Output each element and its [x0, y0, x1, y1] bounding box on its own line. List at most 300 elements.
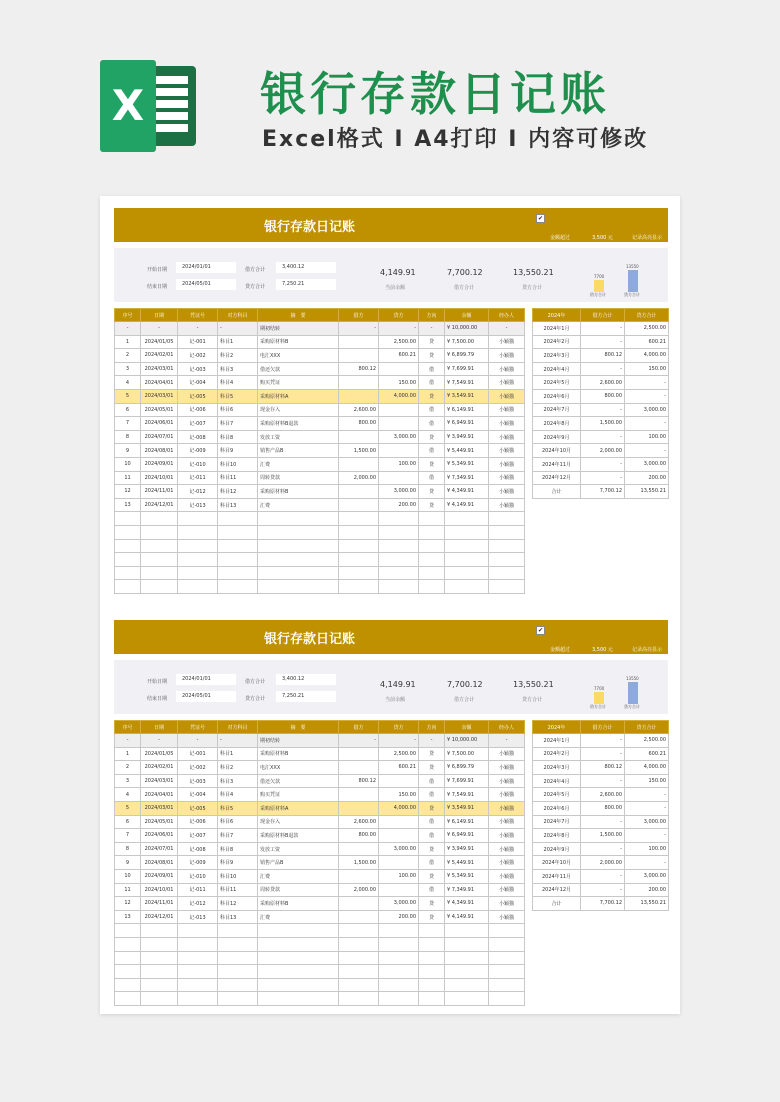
- empty-cell[interactable]: [419, 965, 445, 979]
- table-cell[interactable]: 借: [419, 403, 445, 417]
- table-cell[interactable]: 科目3: [218, 774, 258, 788]
- table-cell[interactable]: 2024/08/01: [141, 444, 178, 458]
- table-cell[interactable]: 借: [419, 444, 445, 458]
- table-cell[interactable]: [339, 430, 379, 444]
- empty-cell[interactable]: [489, 580, 525, 594]
- table-cell[interactable]: 科目5: [218, 801, 258, 815]
- table-row[interactable]: [115, 471, 525, 485]
- table-cell[interactable]: 贷: [419, 801, 445, 815]
- table-cell[interactable]: 贷: [419, 335, 445, 349]
- empty-cell[interactable]: [489, 525, 525, 539]
- table-row[interactable]: [115, 498, 525, 512]
- table-cell[interactable]: 现金存入: [258, 403, 339, 417]
- table-cell[interactable]: 2: [115, 349, 141, 363]
- empty-cell[interactable]: [489, 965, 525, 979]
- table-cell[interactable]: 1: [115, 335, 141, 349]
- table-cell[interactable]: 2024/10/01: [141, 471, 178, 485]
- empty-cell[interactable]: [445, 965, 489, 979]
- empty-cell[interactable]: [218, 978, 258, 992]
- table-cell[interactable]: 贷: [419, 485, 445, 499]
- empty-cell[interactable]: [141, 553, 178, 567]
- table-cell[interactable]: 记-011: [178, 471, 218, 485]
- empty-cell[interactable]: [489, 924, 525, 938]
- table-cell[interactable]: [379, 403, 419, 417]
- empty-cell[interactable]: [115, 525, 141, 539]
- table-cell[interactable]: [379, 471, 419, 485]
- table-cell[interactable]: 记-005: [178, 389, 218, 403]
- table-cell[interactable]: 小颖猫: [489, 471, 525, 485]
- table-cell[interactable]: 小颖猫: [489, 856, 525, 870]
- table-cell[interactable]: 贷: [419, 389, 445, 403]
- table-cell[interactable]: 期初结转: [258, 734, 339, 748]
- table-cell[interactable]: 记-003: [178, 362, 218, 376]
- table-cell[interactable]: 科目11: [218, 471, 258, 485]
- table-cell[interactable]: 科目10: [218, 457, 258, 471]
- table-cell[interactable]: 小颖猫: [489, 788, 525, 802]
- table-cell[interactable]: [339, 498, 379, 512]
- table-cell[interactable]: 借还欠款: [258, 774, 339, 788]
- table-cell[interactable]: 2024/11/01: [141, 897, 178, 911]
- table-cell[interactable]: 科目12: [218, 485, 258, 499]
- table-cell[interactable]: ¥ 7,549.91: [445, 376, 489, 390]
- empty-cell[interactable]: [218, 566, 258, 580]
- table-cell[interactable]: -: [339, 734, 379, 748]
- table-cell[interactable]: 记-008: [178, 842, 218, 856]
- empty-cell[interactable]: [379, 992, 419, 1006]
- empty-cell[interactable]: [419, 992, 445, 1006]
- table-cell[interactable]: 贷: [419, 747, 445, 761]
- table-cell[interactable]: 记-012: [178, 897, 218, 911]
- empty-cell[interactable]: [141, 951, 178, 965]
- threshold-value[interactable]: 3,500 元: [592, 235, 613, 241]
- table-cell[interactable]: 汇费: [258, 869, 339, 883]
- empty-cell[interactable]: [178, 992, 218, 1006]
- empty-row[interactable]: [115, 965, 525, 979]
- empty-cell[interactable]: [419, 951, 445, 965]
- table-cell[interactable]: 记-013: [178, 498, 218, 512]
- table-cell[interactable]: 小颖猫: [489, 897, 525, 911]
- table-row[interactable]: [115, 788, 525, 802]
- table-cell[interactable]: 采购原材料B: [258, 485, 339, 499]
- empty-cell[interactable]: [141, 525, 178, 539]
- table-cell[interactable]: 2024/03/01: [141, 389, 178, 403]
- empty-cell[interactable]: [258, 512, 339, 526]
- table-row[interactable]: [115, 747, 525, 761]
- table-cell[interactable]: 汇费: [258, 498, 339, 512]
- empty-cell[interactable]: [141, 580, 178, 594]
- table-cell[interactable]: [339, 788, 379, 802]
- table-cell[interactable]: 12: [115, 485, 141, 499]
- table-cell[interactable]: 贷: [419, 349, 445, 363]
- empty-cell[interactable]: [445, 580, 489, 594]
- empty-cell[interactable]: [258, 553, 339, 567]
- table-cell[interactable]: 科目7: [218, 417, 258, 431]
- table-cell[interactable]: 小颖猫: [489, 883, 525, 897]
- table-cell[interactable]: [339, 869, 379, 883]
- table-row[interactable]: [115, 883, 525, 897]
- empty-row[interactable]: [115, 580, 525, 594]
- empty-cell[interactable]: [339, 965, 379, 979]
- table-row[interactable]: [115, 910, 525, 924]
- table-cell[interactable]: 小颖猫: [489, 349, 525, 363]
- table-cell[interactable]: 科目6: [218, 815, 258, 829]
- table-cell[interactable]: 7: [115, 417, 141, 431]
- table-cell[interactable]: [379, 815, 419, 829]
- table-cell[interactable]: [379, 444, 419, 458]
- empty-cell[interactable]: [218, 965, 258, 979]
- table-cell[interactable]: 周转贷款: [258, 883, 339, 897]
- empty-cell[interactable]: [379, 512, 419, 526]
- table-cell[interactable]: ¥ 7,699.91: [445, 362, 489, 376]
- table-row[interactable]: [115, 734, 525, 748]
- table-cell[interactable]: 600.21: [379, 761, 419, 775]
- table-cell[interactable]: -: [178, 322, 218, 336]
- table-cell[interactable]: 借: [419, 829, 445, 843]
- empty-cell[interactable]: [379, 525, 419, 539]
- empty-cell[interactable]: [115, 965, 141, 979]
- table-cell[interactable]: 小颖猫: [489, 335, 525, 349]
- table-cell[interactable]: 3,000.00: [379, 897, 419, 911]
- table-cell[interactable]: 科目7: [218, 829, 258, 843]
- empty-cell[interactable]: [379, 566, 419, 580]
- table-cell[interactable]: 6: [115, 403, 141, 417]
- table-cell[interactable]: 150.00: [379, 376, 419, 390]
- table-cell[interactable]: 小颖猫: [489, 362, 525, 376]
- table-cell[interactable]: 1,500.00: [339, 444, 379, 458]
- table-cell[interactable]: 2024/09/01: [141, 869, 178, 883]
- empty-cell[interactable]: [141, 539, 178, 553]
- empty-cell[interactable]: [178, 951, 218, 965]
- table-cell[interactable]: 3: [115, 774, 141, 788]
- table-cell[interactable]: 科目2: [218, 349, 258, 363]
- table-cell[interactable]: 记-011: [178, 883, 218, 897]
- table-row[interactable]: [115, 457, 525, 471]
- empty-cell[interactable]: [339, 992, 379, 1006]
- table-cell[interactable]: 8: [115, 430, 141, 444]
- table-cell[interactable]: 11: [115, 883, 141, 897]
- table-cell[interactable]: ¥ 7,549.91: [445, 788, 489, 802]
- table-cell[interactable]: 发放工资: [258, 842, 339, 856]
- empty-cell[interactable]: [339, 580, 379, 594]
- table-cell[interactable]: [339, 842, 379, 856]
- empty-cell[interactable]: [218, 539, 258, 553]
- table-cell[interactable]: 2024/02/01: [141, 761, 178, 775]
- table-row[interactable]: [115, 829, 525, 843]
- table-cell[interactable]: 小颖猫: [489, 910, 525, 924]
- table-cell[interactable]: 记-007: [178, 417, 218, 431]
- table-cell[interactable]: [339, 747, 379, 761]
- empty-row[interactable]: [115, 539, 525, 553]
- end-date-field[interactable]: 2024/05/01: [176, 691, 236, 702]
- table-cell[interactable]: [339, 349, 379, 363]
- table-cell[interactable]: 4: [115, 788, 141, 802]
- table-cell[interactable]: 2,600.00: [339, 403, 379, 417]
- table-row[interactable]: [115, 869, 525, 883]
- empty-cell[interactable]: [445, 525, 489, 539]
- empty-cell[interactable]: [258, 566, 339, 580]
- table-cell[interactable]: ¥ 5,449.91: [445, 444, 489, 458]
- empty-cell[interactable]: [445, 924, 489, 938]
- table-cell[interactable]: 贷: [419, 897, 445, 911]
- empty-cell[interactable]: [445, 951, 489, 965]
- table-row[interactable]: [115, 362, 525, 376]
- empty-cell[interactable]: [218, 525, 258, 539]
- table-cell[interactable]: [339, 389, 379, 403]
- table-cell[interactable]: 13: [115, 910, 141, 924]
- table-cell[interactable]: ¥ 7,500.00: [445, 335, 489, 349]
- table-cell[interactable]: 采购原材料B退款: [258, 417, 339, 431]
- table-row[interactable]: [115, 444, 525, 458]
- table-cell[interactable]: ¥ 10,000.00: [445, 734, 489, 748]
- empty-cell[interactable]: [178, 580, 218, 594]
- table-cell[interactable]: 期初结转: [258, 322, 339, 336]
- table-cell[interactable]: 小颖猫: [489, 801, 525, 815]
- table-cell[interactable]: 记-005: [178, 801, 218, 815]
- table-cell[interactable]: 2024/06/01: [141, 417, 178, 431]
- table-cell[interactable]: 小颖猫: [489, 376, 525, 390]
- table-row[interactable]: [115, 430, 525, 444]
- empty-cell[interactable]: [258, 580, 339, 594]
- table-cell[interactable]: 小颖猫: [489, 417, 525, 431]
- table-cell[interactable]: 科目12: [218, 897, 258, 911]
- empty-cell[interactable]: [419, 512, 445, 526]
- empty-row[interactable]: [115, 937, 525, 951]
- empty-cell[interactable]: [258, 978, 339, 992]
- table-cell[interactable]: 科目1: [218, 335, 258, 349]
- empty-cell[interactable]: [115, 992, 141, 1006]
- table-cell[interactable]: -: [489, 734, 525, 748]
- table-row[interactable]: [115, 349, 525, 363]
- empty-cell[interactable]: [218, 512, 258, 526]
- table-cell[interactable]: 记-001: [178, 335, 218, 349]
- empty-cell[interactable]: [489, 566, 525, 580]
- empty-cell[interactable]: [218, 580, 258, 594]
- table-cell[interactable]: 150.00: [379, 788, 419, 802]
- table-cell[interactable]: [379, 417, 419, 431]
- table-cell[interactable]: 800.00: [339, 829, 379, 843]
- table-cell[interactable]: [379, 362, 419, 376]
- table-cell[interactable]: 科目8: [218, 842, 258, 856]
- empty-cell[interactable]: [115, 924, 141, 938]
- end-date-field[interactable]: 2024/05/01: [176, 279, 236, 290]
- empty-cell[interactable]: [218, 553, 258, 567]
- table-cell[interactable]: 2,500.00: [379, 335, 419, 349]
- table-row[interactable]: [115, 761, 525, 775]
- empty-cell[interactable]: [115, 580, 141, 594]
- empty-cell[interactable]: [178, 937, 218, 951]
- table-cell[interactable]: 采购原材料A: [258, 389, 339, 403]
- table-cell[interactable]: 汇费: [258, 457, 339, 471]
- table-cell[interactable]: 记-006: [178, 815, 218, 829]
- table-cell[interactable]: [379, 856, 419, 870]
- highlight-checkbox[interactable]: ✔: [537, 627, 544, 634]
- table-cell[interactable]: 记-003: [178, 774, 218, 788]
- table-cell[interactable]: 记-007: [178, 829, 218, 843]
- table-row[interactable]: [115, 376, 525, 390]
- table-cell[interactable]: 科目9: [218, 444, 258, 458]
- table-cell[interactable]: 7: [115, 829, 141, 843]
- table-cell[interactable]: 2024/01/05: [141, 335, 178, 349]
- table-cell[interactable]: 借: [419, 774, 445, 788]
- table-cell[interactable]: 小颖猫: [489, 403, 525, 417]
- empty-cell[interactable]: [489, 992, 525, 1006]
- table-cell[interactable]: -: [379, 734, 419, 748]
- empty-row[interactable]: [115, 512, 525, 526]
- table-cell[interactable]: 800.12: [339, 774, 379, 788]
- table-cell[interactable]: 2024/04/01: [141, 376, 178, 390]
- empty-cell[interactable]: [489, 951, 525, 965]
- empty-cell[interactable]: [339, 525, 379, 539]
- table-cell[interactable]: 600.21: [379, 349, 419, 363]
- empty-row[interactable]: [115, 978, 525, 992]
- table-cell[interactable]: 购买凭证: [258, 788, 339, 802]
- table-cell[interactable]: ¥ 4,349.91: [445, 897, 489, 911]
- table-cell[interactable]: 4,000.00: [379, 801, 419, 815]
- table-cell[interactable]: [379, 774, 419, 788]
- table-cell[interactable]: 销售产品B: [258, 444, 339, 458]
- table-cell[interactable]: 100.00: [379, 457, 419, 471]
- empty-cell[interactable]: [141, 512, 178, 526]
- table-row[interactable]: [115, 774, 525, 788]
- table-cell[interactable]: 小颖猫: [489, 430, 525, 444]
- table-cell[interactable]: 2024/11/01: [141, 485, 178, 499]
- table-row[interactable]: [115, 801, 525, 815]
- table-cell[interactable]: 电汇XXX: [258, 349, 339, 363]
- table-cell[interactable]: ¥ 10,000.00: [445, 322, 489, 336]
- table-cell[interactable]: 科目4: [218, 376, 258, 390]
- table-cell[interactable]: 科目13: [218, 910, 258, 924]
- table-cell[interactable]: -: [115, 734, 141, 748]
- table-row[interactable]: [115, 335, 525, 349]
- table-cell[interactable]: 记-012: [178, 485, 218, 499]
- table-cell[interactable]: 2024/12/01: [141, 910, 178, 924]
- table-cell[interactable]: 借: [419, 856, 445, 870]
- table-cell[interactable]: 科目1: [218, 747, 258, 761]
- table-row[interactable]: [115, 403, 525, 417]
- table-cell[interactable]: ¥ 3,549.91: [445, 801, 489, 815]
- table-cell[interactable]: 小颖猫: [489, 869, 525, 883]
- table-cell[interactable]: 2024/09/01: [141, 457, 178, 471]
- empty-row[interactable]: [115, 951, 525, 965]
- empty-cell[interactable]: [445, 566, 489, 580]
- table-cell[interactable]: 贷: [419, 869, 445, 883]
- empty-cell[interactable]: [218, 924, 258, 938]
- table-cell[interactable]: 记-010: [178, 457, 218, 471]
- empty-cell[interactable]: [258, 951, 339, 965]
- empty-cell[interactable]: [339, 539, 379, 553]
- table-cell[interactable]: ¥ 7,349.91: [445, 883, 489, 897]
- table-cell[interactable]: 科目5: [218, 389, 258, 403]
- table-cell[interactable]: 记-002: [178, 761, 218, 775]
- empty-cell[interactable]: [141, 566, 178, 580]
- empty-cell[interactable]: [419, 525, 445, 539]
- table-cell[interactable]: 记-009: [178, 856, 218, 870]
- table-cell[interactable]: 2024/10/01: [141, 883, 178, 897]
- table-cell[interactable]: 2024/05/01: [141, 815, 178, 829]
- table-cell[interactable]: 小颖猫: [489, 747, 525, 761]
- table-cell[interactable]: 13: [115, 498, 141, 512]
- table-row[interactable]: [115, 856, 525, 870]
- empty-cell[interactable]: [419, 924, 445, 938]
- empty-cell[interactable]: [379, 965, 419, 979]
- empty-row[interactable]: [115, 566, 525, 580]
- table-cell[interactable]: 200.00: [379, 910, 419, 924]
- table-cell[interactable]: 1,500.00: [339, 856, 379, 870]
- highlight-checkbox[interactable]: ✔: [537, 215, 544, 222]
- table-cell[interactable]: 记-013: [178, 910, 218, 924]
- table-cell[interactable]: [339, 910, 379, 924]
- table-cell[interactable]: [379, 829, 419, 843]
- empty-cell[interactable]: [339, 937, 379, 951]
- table-cell[interactable]: 贷: [419, 842, 445, 856]
- table-cell[interactable]: ¥ 5,349.91: [445, 457, 489, 471]
- table-cell[interactable]: -: [141, 734, 178, 748]
- empty-cell[interactable]: [115, 937, 141, 951]
- table-cell[interactable]: -: [419, 322, 445, 336]
- table-cell[interactable]: 借: [419, 471, 445, 485]
- empty-cell[interactable]: [379, 937, 419, 951]
- table-cell[interactable]: 采购原材料A: [258, 801, 339, 815]
- table-cell[interactable]: 小颖猫: [489, 485, 525, 499]
- table-row[interactable]: [115, 842, 525, 856]
- table-cell[interactable]: 2024/01/05: [141, 747, 178, 761]
- empty-cell[interactable]: [141, 992, 178, 1006]
- table-cell[interactable]: 3,000.00: [379, 485, 419, 499]
- table-cell[interactable]: 3,000.00: [379, 842, 419, 856]
- table-cell[interactable]: 记-004: [178, 788, 218, 802]
- empty-cell[interactable]: [339, 951, 379, 965]
- table-cell[interactable]: 科目2: [218, 761, 258, 775]
- empty-cell[interactable]: [339, 924, 379, 938]
- table-cell[interactable]: 科目10: [218, 869, 258, 883]
- empty-cell[interactable]: [258, 965, 339, 979]
- table-cell[interactable]: 小颖猫: [489, 389, 525, 403]
- table-cell[interactable]: 采购原材料B: [258, 897, 339, 911]
- table-cell[interactable]: ¥ 4,349.91: [445, 485, 489, 499]
- table-cell[interactable]: ¥ 7,349.91: [445, 471, 489, 485]
- empty-cell[interactable]: [258, 539, 339, 553]
- table-cell[interactable]: 采购原材料B退款: [258, 829, 339, 843]
- table-cell[interactable]: [339, 457, 379, 471]
- empty-cell[interactable]: [445, 978, 489, 992]
- table-cell[interactable]: ¥ 7,500.00: [445, 747, 489, 761]
- table-cell[interactable]: 4: [115, 376, 141, 390]
- table-cell[interactable]: 2024/03/01: [141, 362, 178, 376]
- table-row[interactable]: [115, 389, 525, 403]
- table-cell[interactable]: 2: [115, 761, 141, 775]
- empty-cell[interactable]: [115, 553, 141, 567]
- start-date-field[interactable]: 2024/01/01: [176, 262, 236, 273]
- empty-cell[interactable]: [141, 965, 178, 979]
- table-cell[interactable]: 记-001: [178, 747, 218, 761]
- table-cell[interactable]: ¥ 6,149.91: [445, 403, 489, 417]
- empty-cell[interactable]: [339, 512, 379, 526]
- table-cell[interactable]: 记-010: [178, 869, 218, 883]
- empty-cell[interactable]: [115, 539, 141, 553]
- empty-cell[interactable]: [218, 992, 258, 1006]
- table-cell[interactable]: 2024/03/01: [141, 801, 178, 815]
- table-cell[interactable]: ¥ 3,949.91: [445, 430, 489, 444]
- table-cell[interactable]: 购买凭证: [258, 376, 339, 390]
- empty-cell[interactable]: [379, 924, 419, 938]
- empty-cell[interactable]: [489, 553, 525, 567]
- empty-row[interactable]: [115, 553, 525, 567]
- empty-cell[interactable]: [489, 512, 525, 526]
- table-cell[interactable]: ¥ 6,899.79: [445, 761, 489, 775]
- table-cell[interactable]: [339, 376, 379, 390]
- table-cell[interactable]: 借: [419, 788, 445, 802]
- table-cell[interactable]: 4,000.00: [379, 389, 419, 403]
